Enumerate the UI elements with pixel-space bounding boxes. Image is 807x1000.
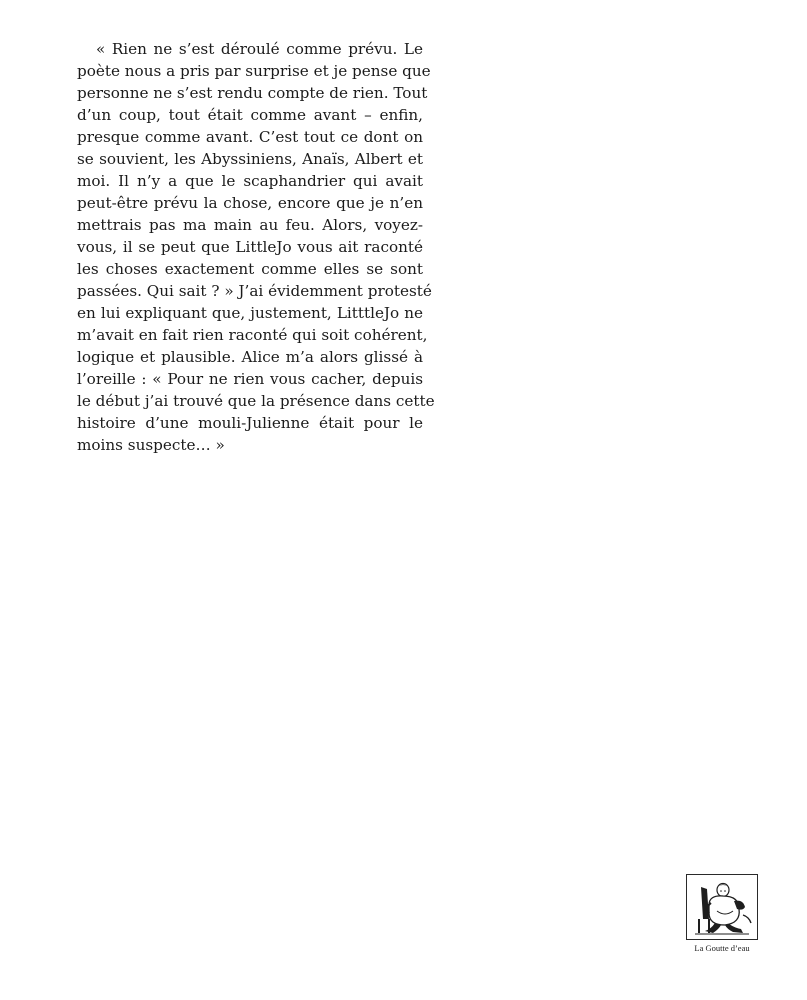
- body-paragraph: [77, 38, 435, 456]
- text-line: presque comme avant. C’est tout ce dont on: [77, 128, 423, 146]
- text-line: en lui expliquant que, justement, LitttleJo ne: [77, 304, 423, 322]
- text-line: le début j’ai trouvé que la présence dans cette: [77, 392, 435, 410]
- text-line: poète nous a pris par surprise et je pense que: [77, 62, 431, 80]
- publisher-name: La Goutte d’eau: [694, 943, 750, 953]
- text-line: moi. Il n’y a que le scaphandrier qui avait: [77, 172, 423, 190]
- seated-figure-illustration-icon: [687, 875, 757, 939]
- text-line: « Rien ne s’est déroulé comme prévu. Le: [96, 40, 423, 58]
- text-line: se souvient, les Abyssiniens, Anaïs, Albert et: [77, 150, 423, 168]
- text-line: peut-être prévu la chose, encore que je n’en: [77, 194, 423, 212]
- text-line: vous, il se peut que LittleJo vous ait raconté: [77, 238, 423, 256]
- text-line: m’avait en fait rien raconté qui soit cohérent,: [77, 326, 428, 344]
- text-line: moins suspecte… »: [77, 436, 225, 454]
- text-line: passées. Qui sait ? » J’ai évidemment protesté: [77, 282, 432, 300]
- text-line: d’un coup, tout était comme avant – enfin,: [77, 106, 423, 124]
- text-line: l’oreille : « Pour ne rien vous cacher, depuis: [77, 370, 423, 388]
- text-line: personne ne s’est rendu compte de rien. Tout: [77, 84, 428, 102]
- text-line: logique et plausible. Alice m’a alors glissé à: [77, 348, 423, 366]
- text-line: mettrais pas ma main au feu. Alors, voyez-: [77, 216, 423, 234]
- publisher-logo: [686, 874, 758, 940]
- text-line: les choses exactement comme elles se sont: [77, 260, 423, 278]
- text-line: histoire d’une mouli-Julienne était pour le: [77, 414, 423, 432]
